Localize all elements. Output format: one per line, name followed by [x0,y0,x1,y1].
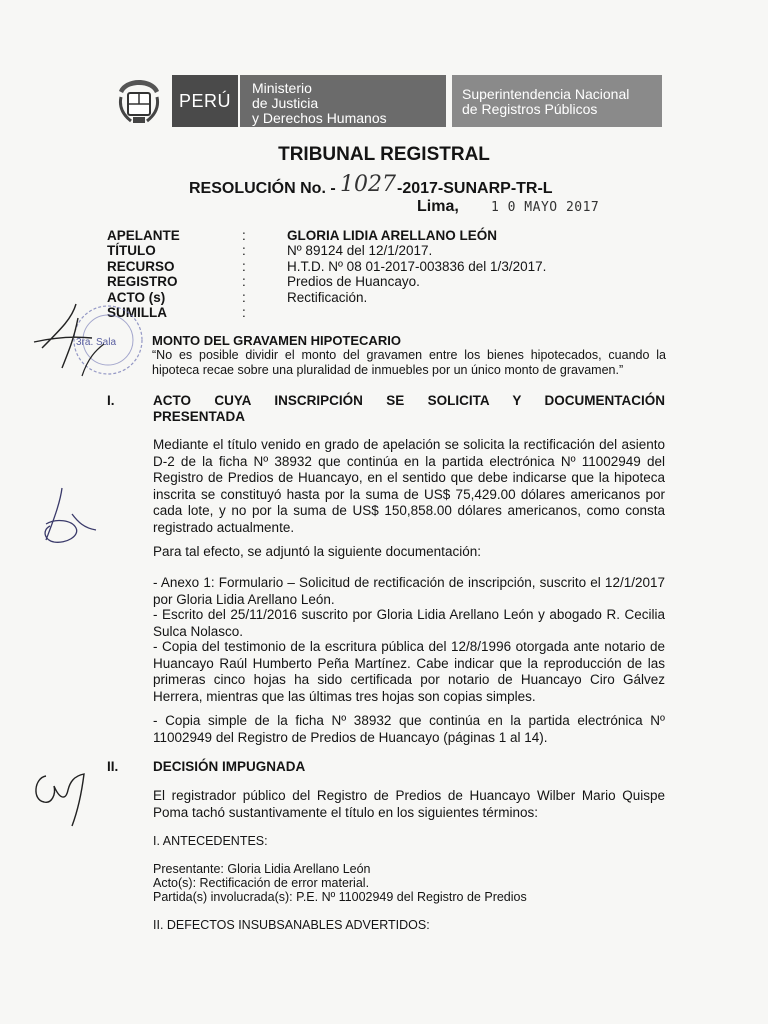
sunarp-line-1: Superintendencia Nacional [462,86,630,102]
field-value-recurso: H.T.D. Nº 08 01-2017-003836 del 1/3/2017. [287,259,547,274]
peru-coat-of-arms-icon [115,77,163,127]
document-list-item: - Copia simple de la ficha Nº 38932 que continúa en la partida electrónica Nº 11002949 del Registro de Predios de Huancayo (páginas 1 al 14). [153,713,665,745]
sunarp-banner [452,75,662,127]
presentante-line: Presentante: Gloria Lidia Arellano León [153,862,371,876]
field-value-titulo: Nº 89124 del 12/1/2017. [287,243,433,258]
antecedentes-heading: I. ANTECEDENTES: [153,834,268,848]
field-colon: : [242,259,246,274]
handwritten-resolution-number: 1027 [340,172,396,197]
field-label-titulo: TÍTULO [107,243,156,258]
field-colon: : [242,243,246,258]
margin-signature [32,484,104,550]
city: Lima, [417,198,459,215]
ministry-line-1: Ministerio [252,80,312,96]
sunarp-line-2: de Registros Públicos [462,101,598,117]
field-value-acto: Rectificación. [287,290,368,305]
section-1-title: ACTO CUYA INSCRIPCIÓN SE SOLICITA Y DOCUMENTACIÓN PRESENTADA [153,393,665,424]
section-2-number: II. [107,759,119,774]
field-colon: : [242,228,246,243]
document-list-item: - Escrito del 25/11/2016 suscrito por Gloria Lidia Arellano León y abogado R. Cecilia Sulca Nolasco. [153,607,665,639]
document-list-item: - Anexo 1: Formulario – Solicitud de rectificación de inscripción, suscrito el 12/1/2017 por Gloria Lidia Arellano León. [153,575,665,607]
ministry-banner [240,75,446,127]
section-2-paragraph-1: El registrador público del Registro de Predios de Huancayo Wilber Mario Quispe Poma tachó sustantivamente el título en los siguientes términos: [153,788,665,820]
seal-label: 3ra. Sala [76,337,117,348]
margin-initials [26,760,98,830]
peru-banner: PERÚ [172,75,238,127]
field-label-sumilla: SUMILLA [107,305,167,320]
ministry-line-2: de Justicia [252,95,319,111]
defectos-heading: II. DEFECTOS INSUBSANABLES ADVERTIDOS: [153,918,430,932]
field-label-recurso: RECURSO [107,259,175,274]
field-colon: : [242,274,246,289]
document-title: TRIBUNAL REGISTRAL [278,144,490,165]
resolution-suffix: -2017-SUNARP-TR-L [397,180,553,197]
field-label-apelante: APELANTE [107,228,180,243]
acto-line: Acto(s): Rectificación de error material. [153,876,370,890]
summary-heading: MONTO DEL GRAVAMEN HIPOTECARIO [152,333,401,348]
section-2-title: DECISIÓN IMPUGNADA [153,759,306,774]
section-1-paragraph-2: Para tal efecto, se adjuntó la siguiente documentación: [153,544,481,559]
section-1-paragraph-1: Mediante el título venido en grado de apelación se solicita la rectificación del asiento D-2 de la ficha Nº 38932 que continúa en la partida electrónica Nº 11002949 del Registro de Predios de Huancayo, en el sentido que debe indicarse que la hipoteca inscrita se constituyó hasta por la suma de US$ 75,429.00 dólares americanos por cada lote, y no por la suma de US$ 150,858.00 dólares americanos, como consta registrado actualmente. [153,437,665,535]
resolution-prefix: RESOLUCIÓN No. - [189,180,336,197]
field-colon: : [242,290,246,305]
ministry-line-3: y Derechos Humanos [252,110,387,126]
partida-line: Partida(s) involucrada(s): P.E. Nº 11002949 del Registro de Predios [153,890,527,904]
date-stamp: 1 0 MAYO 2017 [491,200,600,215]
summary-text: “No es posible dividir el monto del gravamen entre los bienes hipotecados, cuando la hipoteca recae sobre una pluralidad de inmuebles por un único monto de gravamen.” [152,348,666,377]
section-1-number: I. [107,393,115,408]
field-label-registro: REGISTRO [107,274,178,289]
field-label-acto: ACTO (s) [107,290,166,305]
sala-seal-stamp [32,298,150,384]
document-list-item: - Copia del testimonio de la escritura pública del 12/8/1996 otorgada ante notario de Huancayo Raúl Humberto Peña Martínez. Cabe indicar que la reproducción de las primeras cinco hojas ha sido certificada por notario de Huancayo Ciro Gálvez Herrera, mientras que las últimas tres hojas son copias simples. [153,639,665,704]
field-value-registro: Predios de Huancayo. [287,274,420,289]
field-value-apelante: GLORIA LIDIA ARELLANO LEÓN [287,228,497,243]
field-colon: : [242,305,246,320]
